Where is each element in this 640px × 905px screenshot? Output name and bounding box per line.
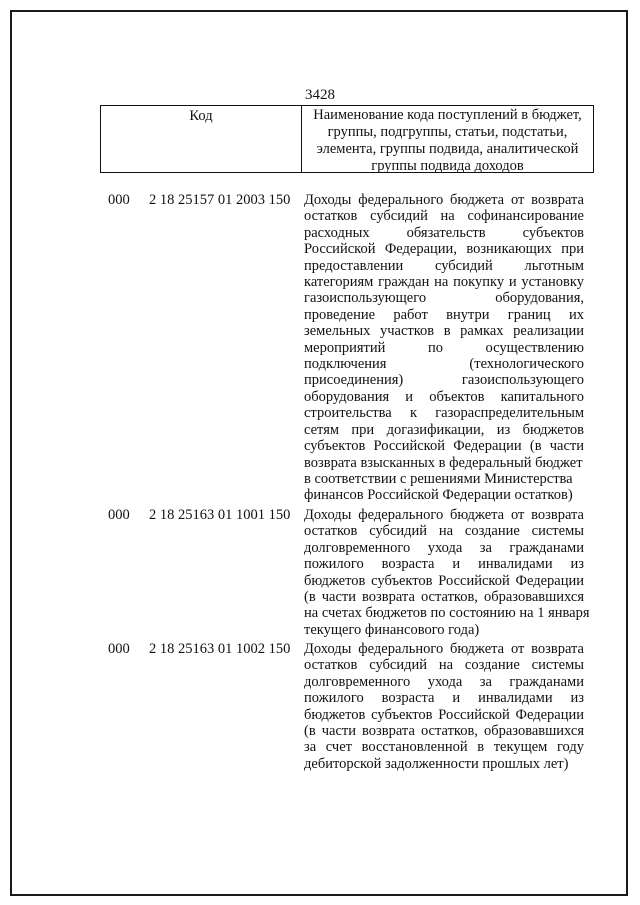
description-line: остатков субсидий на создание системы xyxy=(304,657,584,674)
income-code: 2 18 25163 01 1001 150 xyxy=(149,507,291,523)
description-line: земельных участков в рамках реализации xyxy=(304,323,584,340)
description-line: сетям при догазификации, из бюджетов xyxy=(304,421,584,438)
description-line: возврата взысканных в федеральный бюджет xyxy=(304,454,583,471)
description-line: остатков субсидий на создание системы xyxy=(304,523,584,540)
description-line: долговременного ухода за гражданами xyxy=(304,539,584,556)
description-line: Доходы федерального бюджета от возврата xyxy=(304,507,584,523)
income-description xyxy=(304,507,590,638)
income-description xyxy=(304,192,584,504)
description-line: Российской Федерации, возникающих при xyxy=(304,241,584,258)
header-name-cell xyxy=(302,106,593,172)
description-line: субъектов Российской Федерации (в части xyxy=(304,438,584,455)
admin-code: 000 xyxy=(108,507,130,523)
description-line: за счет восстановленной в текущем году xyxy=(304,739,584,756)
description-line: Доходы федерального бюджета от возврата xyxy=(304,641,584,657)
description-line: подключения (технологического xyxy=(304,356,584,373)
description-line: бюджетов субъектов Российской Федерации xyxy=(304,706,584,723)
description-line: оборудования и объектов капитального xyxy=(304,388,584,405)
description-line: расходных обязательств субъектов xyxy=(304,224,584,241)
description-line: долговременного ухода за гражданами xyxy=(304,673,584,690)
income-code: 2 18 25163 01 1002 150 xyxy=(149,641,291,657)
admin-code: 000 xyxy=(108,192,130,208)
description-line: мероприятий по осуществлению xyxy=(304,339,584,356)
income-description xyxy=(304,641,584,772)
header-name-line: группы подвида доходов xyxy=(371,158,524,174)
description-line: бюджетов субъектов Российской Федерации xyxy=(304,572,584,589)
description-line: Доходы федерального бюджета от возврата xyxy=(304,192,584,208)
description-line: пожилого возраста и инвалидами из xyxy=(304,556,584,573)
header-name-line: Наименование кода поступлений в бюджет, xyxy=(313,107,582,123)
description-line: на счетах бюджетов по состоянию на 1 января xyxy=(304,605,590,622)
description-line: в соответствии с решениями Министерства xyxy=(304,470,573,487)
description-line: проведение работ внутри границ их xyxy=(304,306,584,323)
header-name-line: элемента, группы подвида, аналитической xyxy=(316,141,579,157)
description-line: текущего финансового года) xyxy=(304,621,480,638)
description-line: финансов Российской Федерации остатков) xyxy=(304,487,573,504)
header-code-cell: Код xyxy=(101,106,302,172)
description-line: (в части возврата остатков, образовавшихся xyxy=(304,589,584,606)
description-line: категориям граждан на покупку и установку xyxy=(304,274,584,291)
description-line: газоиспользующего оборудования, xyxy=(304,290,584,307)
table-header xyxy=(100,105,594,173)
description-line: (в части возврата остатков, образовавшихся xyxy=(304,723,584,740)
admin-code: 000 xyxy=(108,641,130,657)
description-line: присоединения) газоиспользующего xyxy=(304,372,584,389)
income-code: 2 18 25157 01 2003 150 xyxy=(149,192,291,208)
description-line: предоставлении субсидий льготным xyxy=(304,257,584,274)
header-name-line: группы, подгруппы, статьи, подстатьи, xyxy=(327,124,568,140)
description-line: строительства к газораспределительным xyxy=(304,405,584,422)
description-line: пожилого возраста и инвалидами из xyxy=(304,690,584,707)
page-number: 3428 xyxy=(305,87,335,103)
description-line: дебиторской задолженности прошлых лет) xyxy=(304,755,569,772)
description-line: остатков субсидий на софинансирование xyxy=(304,208,584,225)
